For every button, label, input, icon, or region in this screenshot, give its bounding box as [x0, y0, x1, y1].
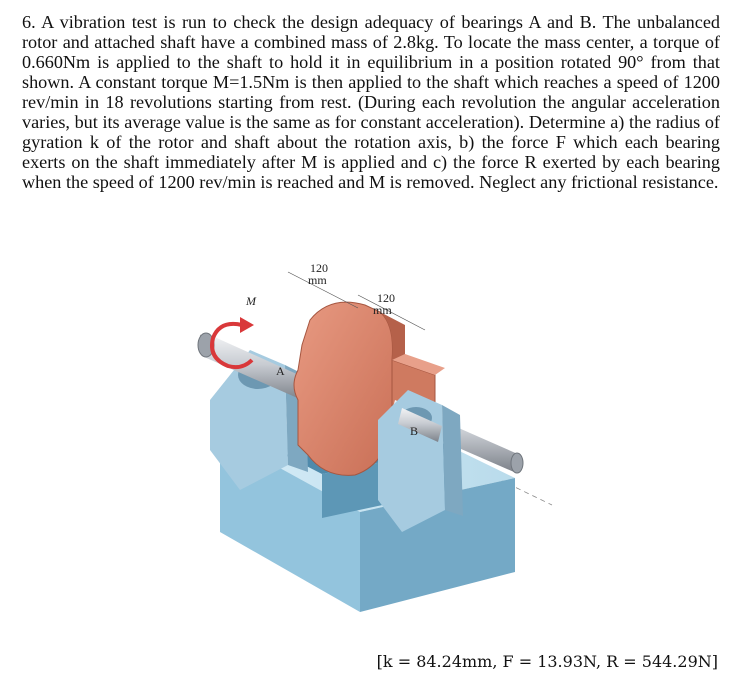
label-a: A	[276, 364, 285, 378]
dim1-value: 120	[310, 261, 328, 275]
label-m: M	[246, 294, 256, 308]
answer-line: [k = 84.24mm, F = 13.93N, R = 544.29N]	[376, 652, 718, 671]
rotor-body	[294, 302, 393, 475]
problem-statement: 6. A vibration test is run to check the design adequacy of bearings A and B. The unbalanced rotor and attached shaft have a combined mass of 2.8kg. To locate the mass center, a torque of 0.660Nm is applied to the shaft to hold it in equilibrium in a position rotated 90° from that shown. A constant torque M=1.5Nm is then applied to the shaft which reaches a speed of 1200 rev/min in 18 revolutions starting from rest. (During each revolution the angular acceleration varies, but its average value is the same as for constant acceleration). Determine a) the radius of gyration k of the rotor and shaft about the rotation axis, b) the force F which each bearing exerts on the shaft immediately after M is applied and c) the force R exerted by each bearing when the speed of 1200 rev/min is reached and M is removed. Neglect any frictional resistance.	[22, 12, 720, 192]
dim2-unit: mm	[373, 303, 392, 317]
figure-svg	[180, 250, 560, 625]
dim1-unit: mm	[308, 273, 327, 287]
label-b: B	[410, 424, 419, 438]
torque-arrowhead-icon	[240, 317, 254, 333]
bearing-b-side	[442, 405, 463, 516]
rotor-bearing-figure	[180, 250, 560, 625]
dim2-value: 120	[377, 291, 395, 305]
shaft-right-end	[511, 453, 523, 473]
